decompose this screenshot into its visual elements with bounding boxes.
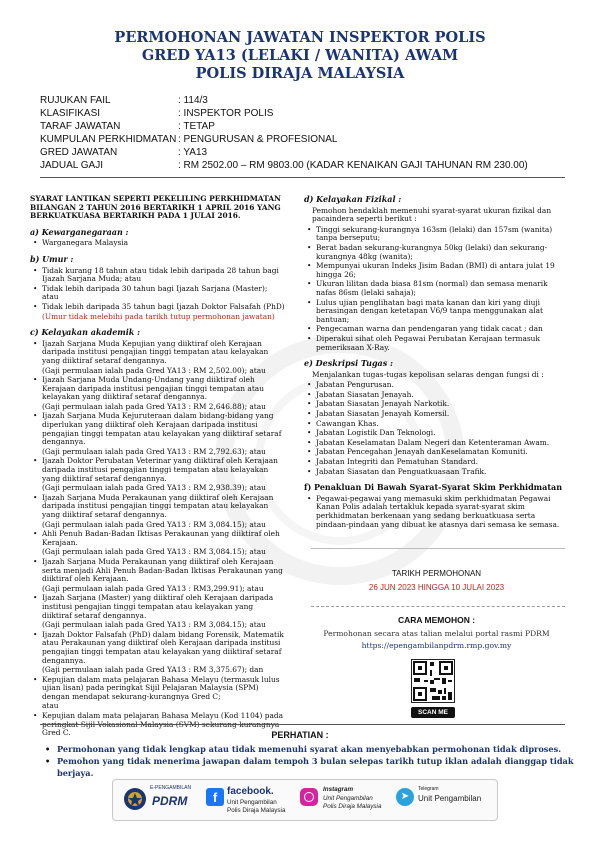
list-item: • Cawangan Khas. [304, 420, 569, 429]
pdrm-caption: E-PENGAMBILAN [150, 785, 192, 791]
salary-note: (Gaji permulaan ialah pada Gred YA13 : RM 3,084.15); atau [42, 620, 266, 630]
list-item: • Ijazah Sarjana Muda Perakaunan yang diiktiraf oleh Kerajaan daripada institusi pengajian tinggi tempatan atau kelayakan yang diiktiraf setaraf dengannya. [30, 494, 285, 520]
list-item: • Jabatan Siasatan Jenayah Komersil. [304, 410, 569, 419]
list-item: • Tidak lebih daripada 35 tahun bagi Ijazah Doktor Falsafah (PhD) [30, 303, 285, 312]
section-d-intro: Pemohon hendaklah memenuhi syarat-syarat ukuran fizikal dan pacaindera seperti berikut : [312, 205, 552, 224]
salary-note: (Gaji permulaan ialah pada Gred YA13 : RM 3,084.15); atau [42, 547, 266, 557]
list-item: • Berat badan sekurang-kurangnya 50kg (lelaki) dan sekurang-kurangnya 48kg (wanita); [304, 244, 569, 261]
info-value: : RM 2502.00 – RM 9803.00 (KADAR KENAIKAN GAJI TAHUNAN RM 230.00) [178, 160, 528, 171]
salary-note: (Gaji permulaan ialah pada Gred YA13 : RM3,299.91); atau [42, 583, 264, 593]
qr-code-icon[interactable] [411, 659, 455, 703]
list-item: • Tidak lebih daripada 30 tahun bagi Ijazah Sarjana (Master); atau [30, 285, 285, 302]
info-row-klasifikasi [40, 107, 528, 120]
salary-note: (Gaji permulaan ialah pada Gred YA13 : RM 2,646.88); atau [42, 401, 266, 411]
info-key: GRED JAWATAN [40, 147, 118, 158]
list-item: • Jabatan Siasatan dan Penguatkuasaan Trafik. [304, 468, 569, 477]
list-item: • Ijazah Doktor Perubatan Veterinar yang diiktiraf oleh Kerajaan daripada institusi pengajian tinggi tempatan atau kelayakan yang diiktiraf setaraf dengannya. [30, 457, 285, 483]
list-item: • Jabatan Keselamatan Dalam Negeri dan Ketenteraman Awam. [304, 439, 569, 448]
list-item: • Diperakui sihat oleh Pegawai Perubatan Kerajaan termasuk pemeriksaan X-Ray. [304, 335, 569, 352]
list-item: • Ijazah Sarjana Muda Kepujian yang diiktiraf oleh Kerajaan daripada institusi pengajian tinggi tempatan atau kelayakan yang diiktiraf setaraf dengannya. [30, 340, 285, 366]
section-e-title: e) Deskripsi Tugas : [304, 358, 393, 369]
section-e-list [304, 381, 569, 476]
telegram-icon[interactable]: ➤ [396, 788, 414, 806]
salary-note: (Gaji permulaan ialah pada Gred YA13 : RM 3,375.67); dan [42, 665, 264, 675]
list-item: • Pengecaman warna dan pendengaran yang tidak cacat ; dan [304, 325, 569, 334]
section-f-title: f) Penakluan Di Bawah Syarat-Syarat Skim Perkhidmatan [304, 482, 563, 493]
list-item: • Tinggi sekurang-kurangnya 163sm (lelaki) dan 157sm (wanita) tanpa berseputu; [304, 226, 569, 243]
info-row-rujukan [40, 94, 528, 107]
salary-note: (Gaji permulaan ialah pada Gred YA13 : RM 2,938.39); atau [42, 483, 266, 493]
attention-title: PERHATIAN : [271, 730, 329, 740]
list-item: • Kepujian dalam mata pelajaran Bahasa Melayu (Kod 1104) pada Gred C. [30, 712, 285, 738]
info-value: : TETAP [178, 121, 215, 132]
salary-note: (Gaji permulaan ialah pada Gred YA13 : RM 2,792.63); atau [42, 446, 266, 456]
section-d-title: d) Kelayakan Fizikal : [304, 194, 402, 204]
facebook-name[interactable]: facebook. [227, 786, 274, 797]
info-key: RUJUKAN FAIL [40, 95, 111, 106]
list-item: • Jabatan Integriti dan Pematuhan Standard. [304, 458, 569, 467]
section-b-list [30, 267, 285, 312]
list-item: • Jabatan Pengurusan. [304, 381, 569, 390]
instagram-sub-2: Polis Diraja Malaysia [323, 803, 382, 810]
right-column [304, 195, 569, 530]
section-c-title: c) Kelayakan akademik : [30, 327, 141, 338]
instagram-name[interactable]: Instagram [323, 786, 354, 793]
info-key: KLASIFIKASI [40, 108, 101, 119]
how-to-apply-title: CARA MEMOHON : [397, 615, 476, 625]
divider [311, 548, 565, 549]
title-line-2: GRED YA13 (LELAKI / WANITA) AWAM [141, 47, 459, 64]
pdrm-logo-text: PDRM [152, 794, 188, 808]
pdrm-crest-icon [120, 786, 150, 812]
application-date-label: TARIKH PERMOHONAN [391, 569, 482, 578]
divider [40, 724, 565, 725]
list-item: • Lulus ujian penglihatan bagi mata kanan dan kiri yang diuji berasingan dengan ketetapan V6/9 tanpa menggunakan alat bantuan; [304, 299, 569, 325]
application-date-value: 26 JUN 2023 HINGGA 10 JULAI 2023 [368, 583, 505, 592]
facebook-icon[interactable]: f [206, 788, 224, 806]
title-line-1: PERMOHONAN JAWATAN INSPEKTOR POLIS [114, 29, 486, 46]
section-b-title: b) Umur : [30, 253, 74, 264]
list-item: • Ijazah Sarjana Muda Perakaunan yang diiktiraf oleh Kerajaan serta menjadi Ahli Penuh Badan-Badan Iktisas Perakaunan yang diiktiraf oleh Kerajaan. [30, 558, 285, 584]
list-item: • Ijazah Sarjana Muda Kejuruteraan dalam bidang-bidang yang diperlukan yang diiktiraf oleh Kerajaan daripada institusi pengajian tinggi tempatan atau kelayakan yang diiktiraf setaraf dengannya. [30, 412, 285, 446]
info-value: : PENGURUSAN & PROFESIONAL [178, 134, 338, 145]
list-item: • Pegawai-pegawai yang memasuki skim perkhidmatan Pegawai Kanan Polis adalah tertakluk kepada syarat-syarat skim perkhidmatan berkenaan yang sedang berkuatkuasa serta pindaan-pindaan yang dibuat ke atasnya dari semasa ke semasa. [304, 495, 569, 529]
salary-note: (Gaji permulaan ialah pada Gred YA13 : RM 2,502.00); atau [42, 365, 266, 375]
facebook-sub-2: Polis Diraja Malaysia [227, 807, 286, 814]
section-f-list [304, 495, 569, 529]
info-value: : 114/3 [178, 95, 208, 106]
info-value: : INSPEKTOR POLIS [178, 108, 274, 119]
section-a-list [30, 239, 285, 248]
telegram-name[interactable]: Telegram [418, 786, 439, 792]
list-item: • Ijazah Sarjana (Master) yang diiktiraf oleh Kerajaan daripada institusi pengajian tinggi tempatan atau kelayakan yang diiktiraf setaraf dengannya. [30, 594, 285, 620]
list-item: • Jabatan Siasatan Jenayah. [304, 391, 569, 400]
salary-note: (Gaji permulaan ialah pada Gred YA13 : RM 3,084.15); atau [42, 519, 266, 529]
scan-me-badge: SCAN ME [411, 707, 455, 718]
list-item: • Ukuran lilitan dada biasa 81sm (normal) dan semasa menarik nafas 86sm (lelaki sahaja); [304, 280, 569, 297]
job-info-table [40, 94, 528, 172]
list-item: • Jabatan Pencegahan Jenayah danKeselamatan Komuniti. [304, 448, 569, 457]
list-item: • Ijazah Sarjana Muda Undang-Undang yang diiktiraf oleh Kerajaan daripada institusi pengajian tinggi tempatan atau kelayakan yang diiktiraf setaraf dengannya. [30, 376, 285, 402]
info-row-gred [40, 146, 528, 159]
list-item: • Jabatan Siasatan Jenayah Narkotik. [304, 400, 569, 409]
divider [40, 177, 565, 178]
list-item: • Ijazah Doktor Falsafah (PhD) dalam bidang Forensik, Matematik atau Perakaunan yang diiktiraf oleh Kerajaan daripada institusi pengajian tinggi tempatan atau kelayakan yang diiktiraf setaraf dengannya. [30, 631, 285, 665]
info-row-kumpulan [40, 133, 528, 146]
list-item: • Tidak kurang 18 tahun atau tidak lebih daripada 28 tahun bagi Ijazah Sarjana Muda; atau [30, 267, 285, 284]
info-key: JADUAL GAJI [40, 160, 103, 171]
section-a-title: a) Kewarganegaraan : [30, 226, 129, 237]
facebook-sub-1: Unit Pengambilan [227, 799, 277, 806]
requirements-intro: SYARAT LANTIKAN SEPERTI PEKELILING PERKHIDMATAN BILANGAN 2 TAHUN 2016 BERTARIKH 1 APRIL 2016 YANG BERKUATKUASA BERTARIKH PADA 1 JULAI 2016. [30, 194, 281, 221]
left-column [30, 195, 285, 739]
info-row-gaji [40, 159, 528, 172]
instagram-sub-1: Unit Pengambilan [323, 795, 373, 802]
list-item: • Pemohon yang tidak menerima jawapan dalam tempoh 3 bulan selepas tarikh tutup iklan adalah dianggap tidak berjaya. [45, 755, 575, 779]
list-item: • Jabatan Logistik Dan Teknologi. [304, 429, 569, 438]
info-key: KUMPULAN PERKHIDMATAN [40, 134, 177, 145]
title-line-3: POLIS DIRAJA MALAYSIA [195, 65, 405, 82]
telegram-sub: Unit Pengambilan [418, 794, 482, 803]
salary-note: atau [42, 701, 59, 711]
section-c-list [30, 340, 285, 738]
age-note: (Umur tidak melebihi pada tarikh tutup permohonan jawatan) [42, 311, 275, 321]
section-d-list [304, 226, 569, 352]
list-item: • Warganegara Malaysia [30, 239, 285, 248]
list-item: • Permohonan yang tidak lengkap atau tidak memenuhi syarat akan menyebabkan permohonan tidak diproses. [45, 743, 575, 755]
list-item: • Ahli Penuh Badan-Badan Iktisas Perakaunan yang diiktiraf oleh Kerajaan. [30, 530, 285, 547]
section-e-intro: Menjalankan tugas-tugas kepolisan selaras dengan fungsi di : [312, 369, 544, 379]
info-key: TARAF JAWATAN [40, 121, 121, 132]
how-to-apply-text: Permohonan secara atas talian melalui portal rasmi PDRM [323, 629, 550, 638]
list-item: • Kepujian dalam mata pelajaran Bahasa Melayu (termasuk lulus ujian lisan) pada peringkat Sijil Pelajaran Malaysia (SPM) dengan mendapat sekurang-kurangnya Gred C; [30, 676, 285, 702]
attention-list [45, 743, 575, 779]
info-row-taraf [40, 120, 528, 133]
info-value: : YA13 [178, 147, 208, 158]
list-item: • Mempunyai ukuran Indeks Jisim Badan (BMI) di antara julat 19 hingga 26; [304, 262, 569, 279]
instagram-icon[interactable] [300, 788, 318, 806]
portal-link[interactable]: https://epengambilanpdrm.rmp.gov.my [361, 641, 512, 650]
